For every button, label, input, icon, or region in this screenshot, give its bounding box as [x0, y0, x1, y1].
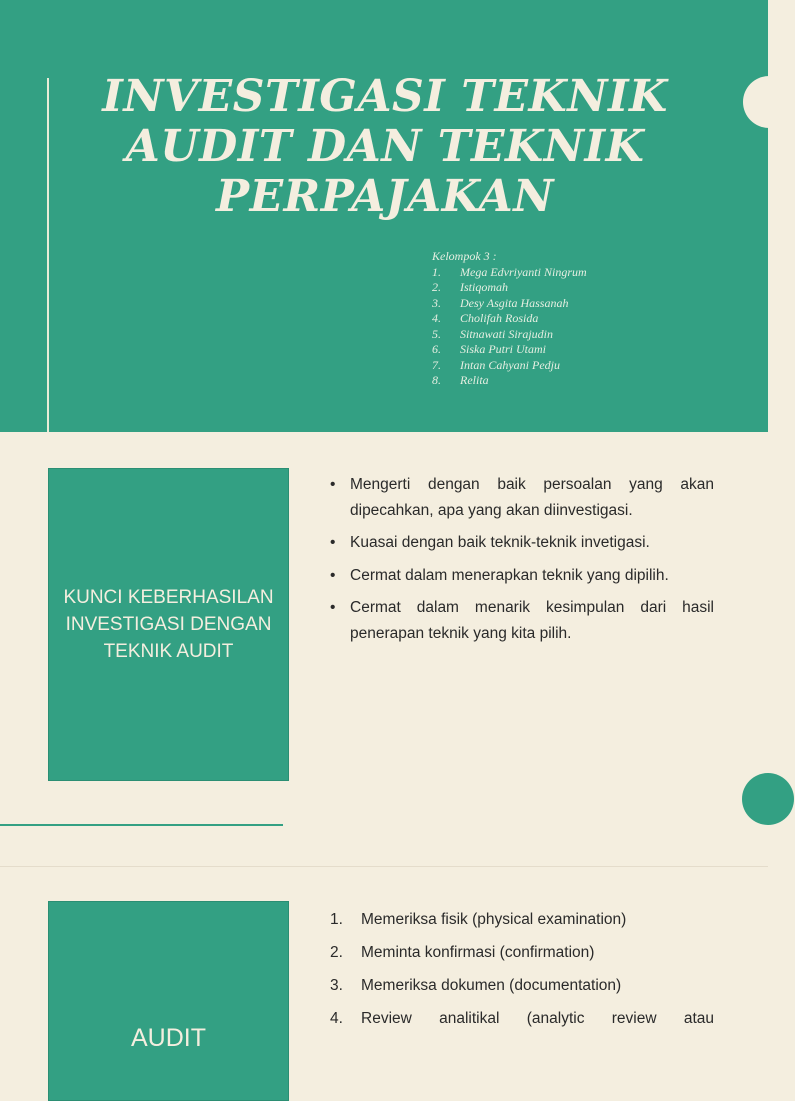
key-success-slide [0, 432, 768, 865]
member-number: 8. [432, 373, 441, 387]
member-item [432, 311, 587, 327]
group-label: Kelompok 3 : [432, 249, 497, 263]
audit-slide [0, 866, 768, 1052]
heading-line: TEKNIK AUDIT [103, 641, 234, 662]
section-heading: AUDIT [131, 1024, 206, 1052]
list-item [330, 907, 714, 932]
bullet-text: Cermat dalam menerapkan teknik yang dipilih. [350, 566, 669, 584]
heading-line: KUNCI KEBERHASILAN [63, 587, 274, 608]
section-heading-box [48, 901, 289, 1101]
item-text: Memeriksa dokumen (documentation) [361, 977, 622, 994]
section-heading [63, 584, 273, 665]
member-number: 1. [432, 264, 441, 279]
item-number: 1. [330, 911, 343, 928]
member-item [432, 280, 587, 296]
bullet-item [330, 472, 714, 523]
bullet-symbol: • [330, 566, 336, 584]
bullet-text: Kuasai dengan baik teknik-teknik invetigasi. [350, 534, 650, 551]
member-name: Mega Edvriyanti Ningrum [460, 264, 587, 279]
member-number: 3. [432, 295, 441, 310]
member-item [432, 373, 587, 389]
list-item [330, 973, 714, 998]
member-name: Relita [460, 373, 489, 387]
title-line: INVESTIGASI TEKNIK [102, 71, 668, 122]
member-number: 4. [432, 311, 441, 325]
group-members [432, 249, 587, 389]
bullet-item [330, 530, 714, 556]
member-name: Sitnawati Sirajudin [460, 326, 554, 341]
bullet-symbol: • [330, 534, 336, 551]
numbered-list [330, 907, 714, 1039]
bullet-list [330, 472, 714, 653]
member-item [432, 265, 587, 281]
member-name: Desy Asgita Hassanah [460, 295, 569, 310]
member-list [432, 265, 587, 389]
member-name: Intan Cahyani Pedju [460, 357, 560, 372]
member-number: 7. [432, 357, 441, 372]
member-number: 6. [432, 342, 441, 356]
section-heading-box [48, 468, 289, 781]
member-number: 2. [432, 280, 441, 294]
member-number: 5. [432, 326, 441, 341]
bullet-text: Cermat dalam menarik kesimpulan dari hasil penerapan teknik yang kita pilih. [350, 599, 714, 642]
bullet-text: Mengerti dengan baik persoalan yang akan dipecahkan, apa yang akan diinvestigasi. [350, 476, 714, 519]
title-line: PERPAJAKAN [216, 171, 554, 222]
member-name: Cholifah Rosida [460, 311, 539, 325]
member-item [432, 342, 587, 358]
horizontal-divider-line [0, 824, 283, 826]
bullet-symbol: • [330, 599, 336, 616]
list-item [330, 940, 714, 965]
member-item [432, 358, 587, 374]
item-text: Meminta konfirmasi (confirmation) [361, 944, 595, 961]
member-item [432, 327, 587, 343]
item-number: 2. [330, 944, 343, 961]
item-text: Memeriksa fisik (physical examination) [361, 911, 627, 928]
title-line: AUDIT DAN TEKNIK [125, 121, 645, 172]
decorative-circle [742, 773, 794, 825]
decorative-circle [743, 76, 795, 128]
member-item [432, 296, 587, 312]
member-name: Istiqomah [460, 280, 508, 294]
bullet-symbol: • [330, 476, 336, 493]
item-number: 3. [330, 977, 343, 994]
member-name: Siska Putri Utami [460, 342, 546, 356]
bullet-item [330, 595, 714, 646]
item-text: Review analitikal (analytic review atau [361, 1010, 714, 1027]
list-item [330, 1006, 714, 1031]
slide-title [60, 72, 710, 222]
bullet-item [330, 563, 714, 589]
item-number: 4. [330, 1010, 343, 1027]
heading-line: INVESTIGASI DENGAN [65, 614, 272, 635]
title-slide [0, 0, 768, 432]
vertical-divider-line [47, 78, 49, 432]
